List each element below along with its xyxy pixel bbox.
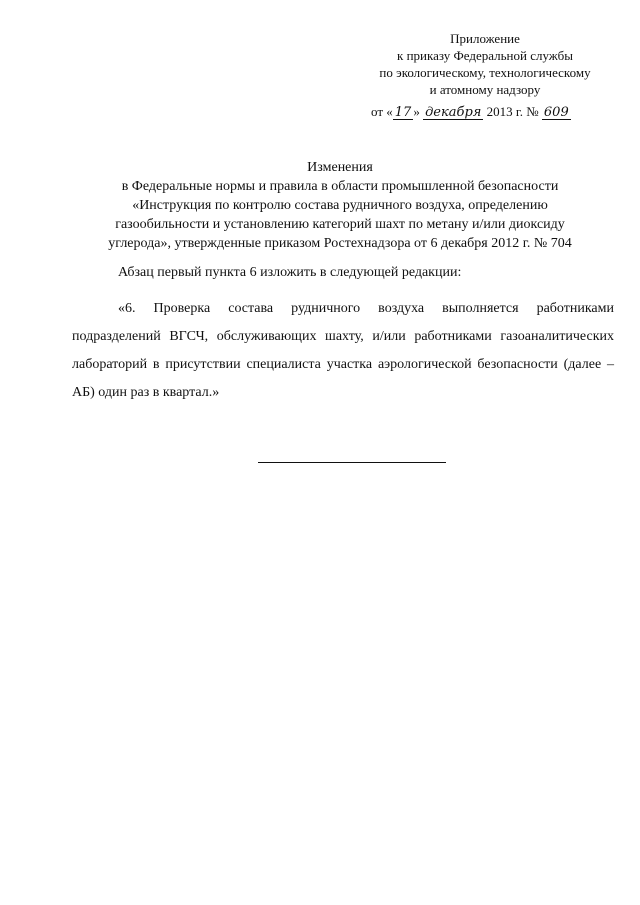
title-line-5: углерода», утвержденные приказом Ростехнадзора от 6 декабря 2012 г. № 704 xyxy=(108,236,572,251)
body-paragraph-1: Абзац первый пункта 6 изложить в следующей редакции: xyxy=(118,265,462,280)
order-quote-close: » xyxy=(413,104,420,119)
closing-divider xyxy=(258,462,446,463)
appendix-line-4: и атомному надзору xyxy=(429,82,541,97)
appendix-line-3: по экологическому, технологическому xyxy=(379,65,591,80)
order-month: декабря xyxy=(425,105,482,120)
title-line-1: Изменения xyxy=(307,160,373,175)
body-paragraph-2: «6. Проверка состава рудничного воздуха выполняется работниками подразделений ВГСЧ, обслуживающих шахту, и/или работниками газоаналитических лабораторий в присутствии специалиста участка аэрологической безопасности (далее – АБ) один раз в квартал.» xyxy=(72,301,614,400)
order-prefix: от « xyxy=(371,104,393,119)
order-number: 609 xyxy=(543,105,569,120)
appendix-line-2: к приказу Федеральной службы xyxy=(397,48,573,63)
appendix-line-1: Приложение xyxy=(450,31,520,46)
order-day: 17 xyxy=(394,105,412,120)
order-year: 2013 г. № xyxy=(486,104,539,119)
document-title xyxy=(70,158,610,253)
title-line-4: газообильности и установлению категорий шахт по метану и/или диоксиду xyxy=(115,217,565,232)
title-line-2: в Федеральные нормы и правила в области промышленной безопасности xyxy=(121,179,559,194)
appendix-header xyxy=(350,30,620,98)
order-reference xyxy=(371,104,571,120)
title-line-3: «Инструкция по контролю состава рудничного воздуха, определению xyxy=(132,198,548,213)
